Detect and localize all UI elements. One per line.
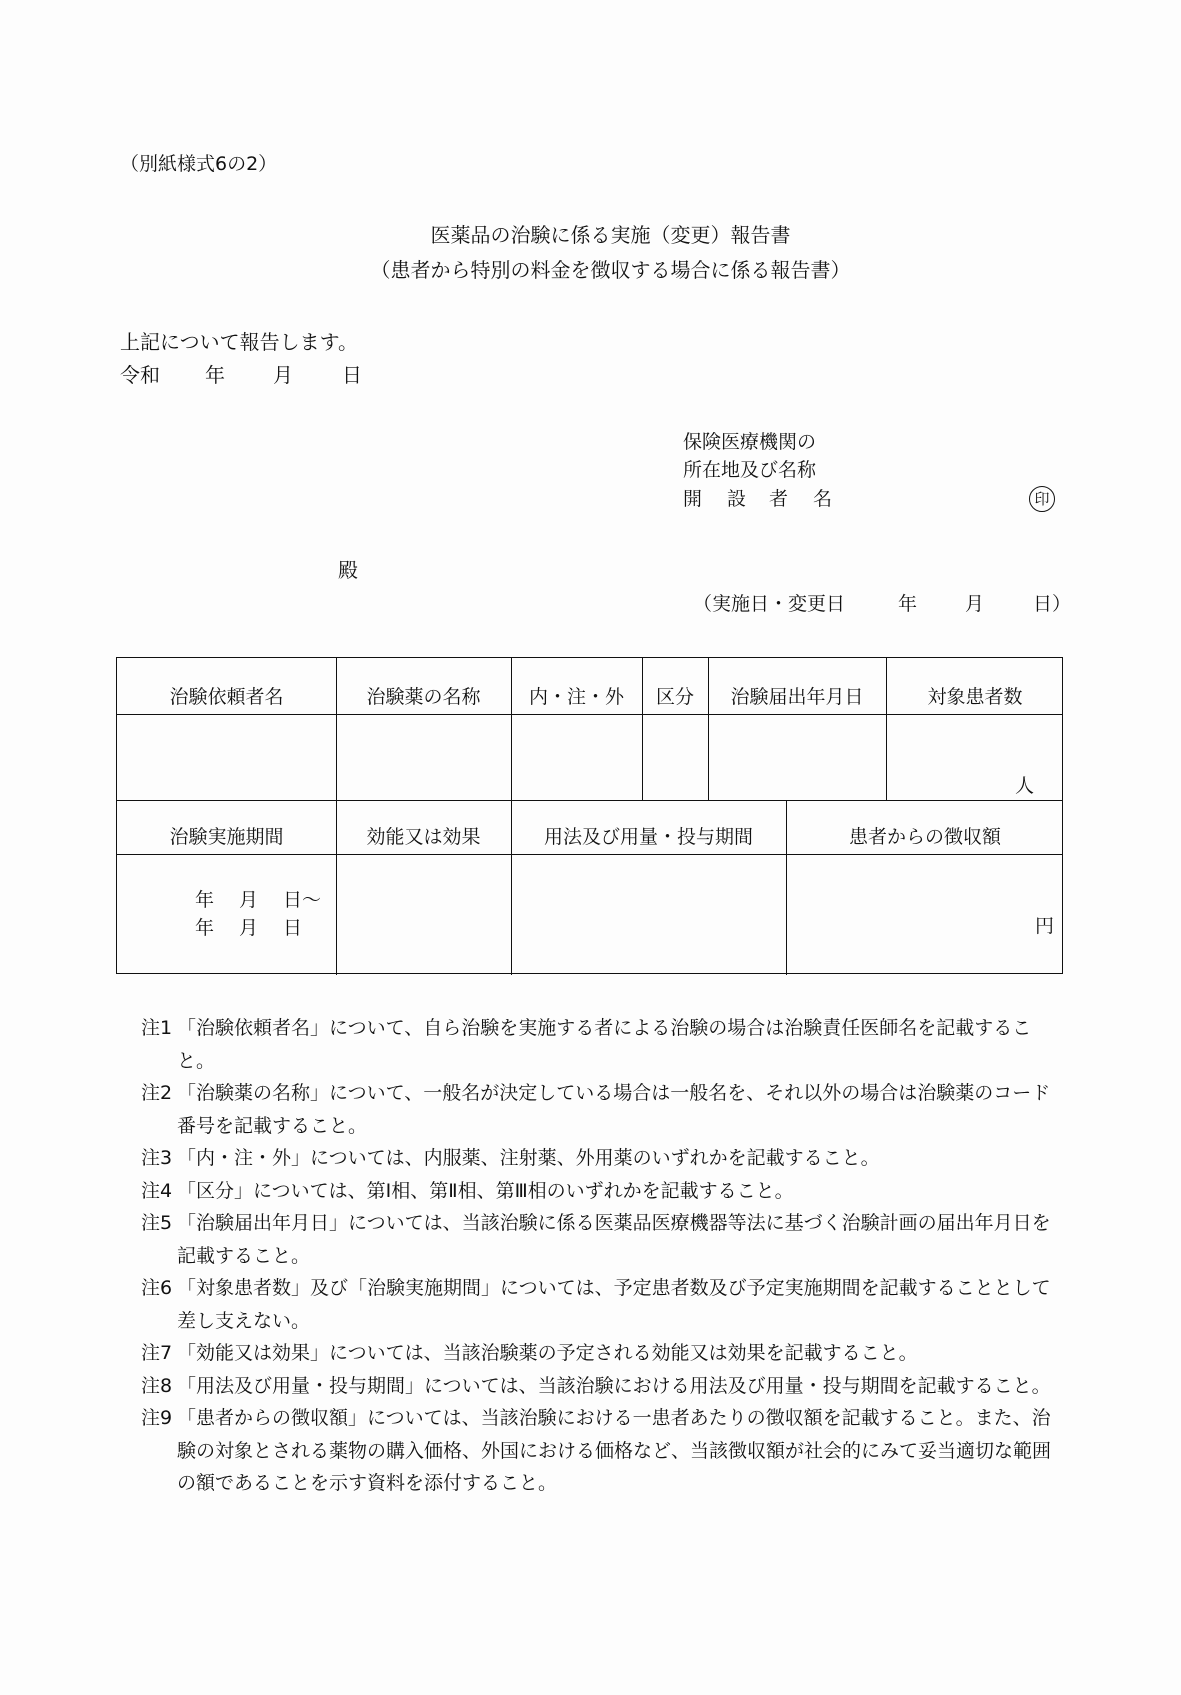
notification-date-field[interactable] [708,714,886,800]
form-number: （別紙様式6の2） [120,153,278,175]
institution-label-line2: 所在地及び名称 [683,459,817,481]
report-table [116,657,1063,974]
sponsor-name-field[interactable] [117,714,336,800]
header-notification-date: 治験届出年月日 [730,686,864,708]
addressee-honorific: 殿 [338,558,358,582]
report-statement: 上記について報告します。 [120,330,358,354]
note-item: 注8 「用法及び用量・投与期間」については、当該治験における用法及び用量・投与期間を記載すること。 [141,1374,1051,1397]
note-item: 注2 「治験薬の名称」について、一般名が決定している場合は一般名を、それ以外の場合は治験薬のコード番号を記載すること。 [141,1082,1051,1137]
drug-name-field[interactable] [336,714,511,800]
header-efficacy: 効能又は効果 [366,826,481,848]
document-subtitle: （患者から特別の料金を徴収する場合に係る報告書） [370,258,851,282]
note-item: 注3 「内・注・外」については、内服薬、注射薬、外用薬のいずれかを記載すること。 [141,1147,880,1169]
note-item: 注6 「対象患者数」及び「治験実施期間」については、予定患者数及び予定実施期間を記載することとして差し支えない。 [141,1277,1051,1332]
day-label: 日 [342,363,362,387]
month-label: 月 [273,363,293,387]
header-patient-count: 対象患者数 [927,686,1023,708]
document-title: 医薬品の治験に係る実施（変更）報告書 [430,223,791,247]
note-item: 注7 「効能又は効果」については、当該治験薬の予定される効能又は効果を記載すること。 [141,1342,918,1364]
note-item: 注4 「区分」については、第Ⅰ相、第Ⅱ相、第Ⅲ相のいずれかを記載すること。 [141,1179,794,1202]
header-sponsor-name: 治験依頼者名 [169,686,284,708]
note-item: 注9 「患者からの徴収額」については、当該治験における一患者あたりの徴収額を記載すること。また、治験の対象とされる薬物の購入価格、外国における価格など、当該徴収額が社会的にみて妥当適切な範囲の額であることを示す資料を添付すること。 [141,1407,1052,1494]
efficacy-field[interactable] [336,854,511,975]
dosage-field[interactable] [511,854,786,975]
header-patient-fee: 患者からの徴収額 [848,826,1001,848]
institution-label-line1: 保険医療機関の [683,431,817,453]
year-label: 年 [205,363,225,387]
note-item: 注5 「治験届出年月日」については、当該治験に係る医薬品医療機器等法に基づく治験計画の届出年月日を記載すること。 [141,1212,1051,1267]
header-trial-period: 治験実施期間 [169,826,284,848]
note-item: 注1 「治験依頼者名」について、自ら治験を実施する者による治験の場合は治験責任医師名を記載すること。 [141,1017,1032,1072]
seal-icon: 印 [1029,486,1055,512]
patient-count-field[interactable] [886,714,1064,800]
notes-list [141,1012,1066,1500]
phase-field[interactable] [642,714,708,800]
header-dosage: 用法及び用量・投与期間 [543,826,753,848]
header-route: 内・注・外 [528,686,624,708]
header-drug-name: 治験薬の名称 [366,686,481,708]
header-phase: 区分 [655,686,694,708]
patient-fee-field[interactable] [786,854,1064,975]
patients-unit: 人 [1014,775,1034,797]
yen-unit: 円 [1034,915,1054,937]
route-field[interactable] [511,714,642,800]
era-label: 令和 [120,363,160,387]
trial-period-field[interactable]: 年 月 日～ 年 月 日 [195,889,322,939]
